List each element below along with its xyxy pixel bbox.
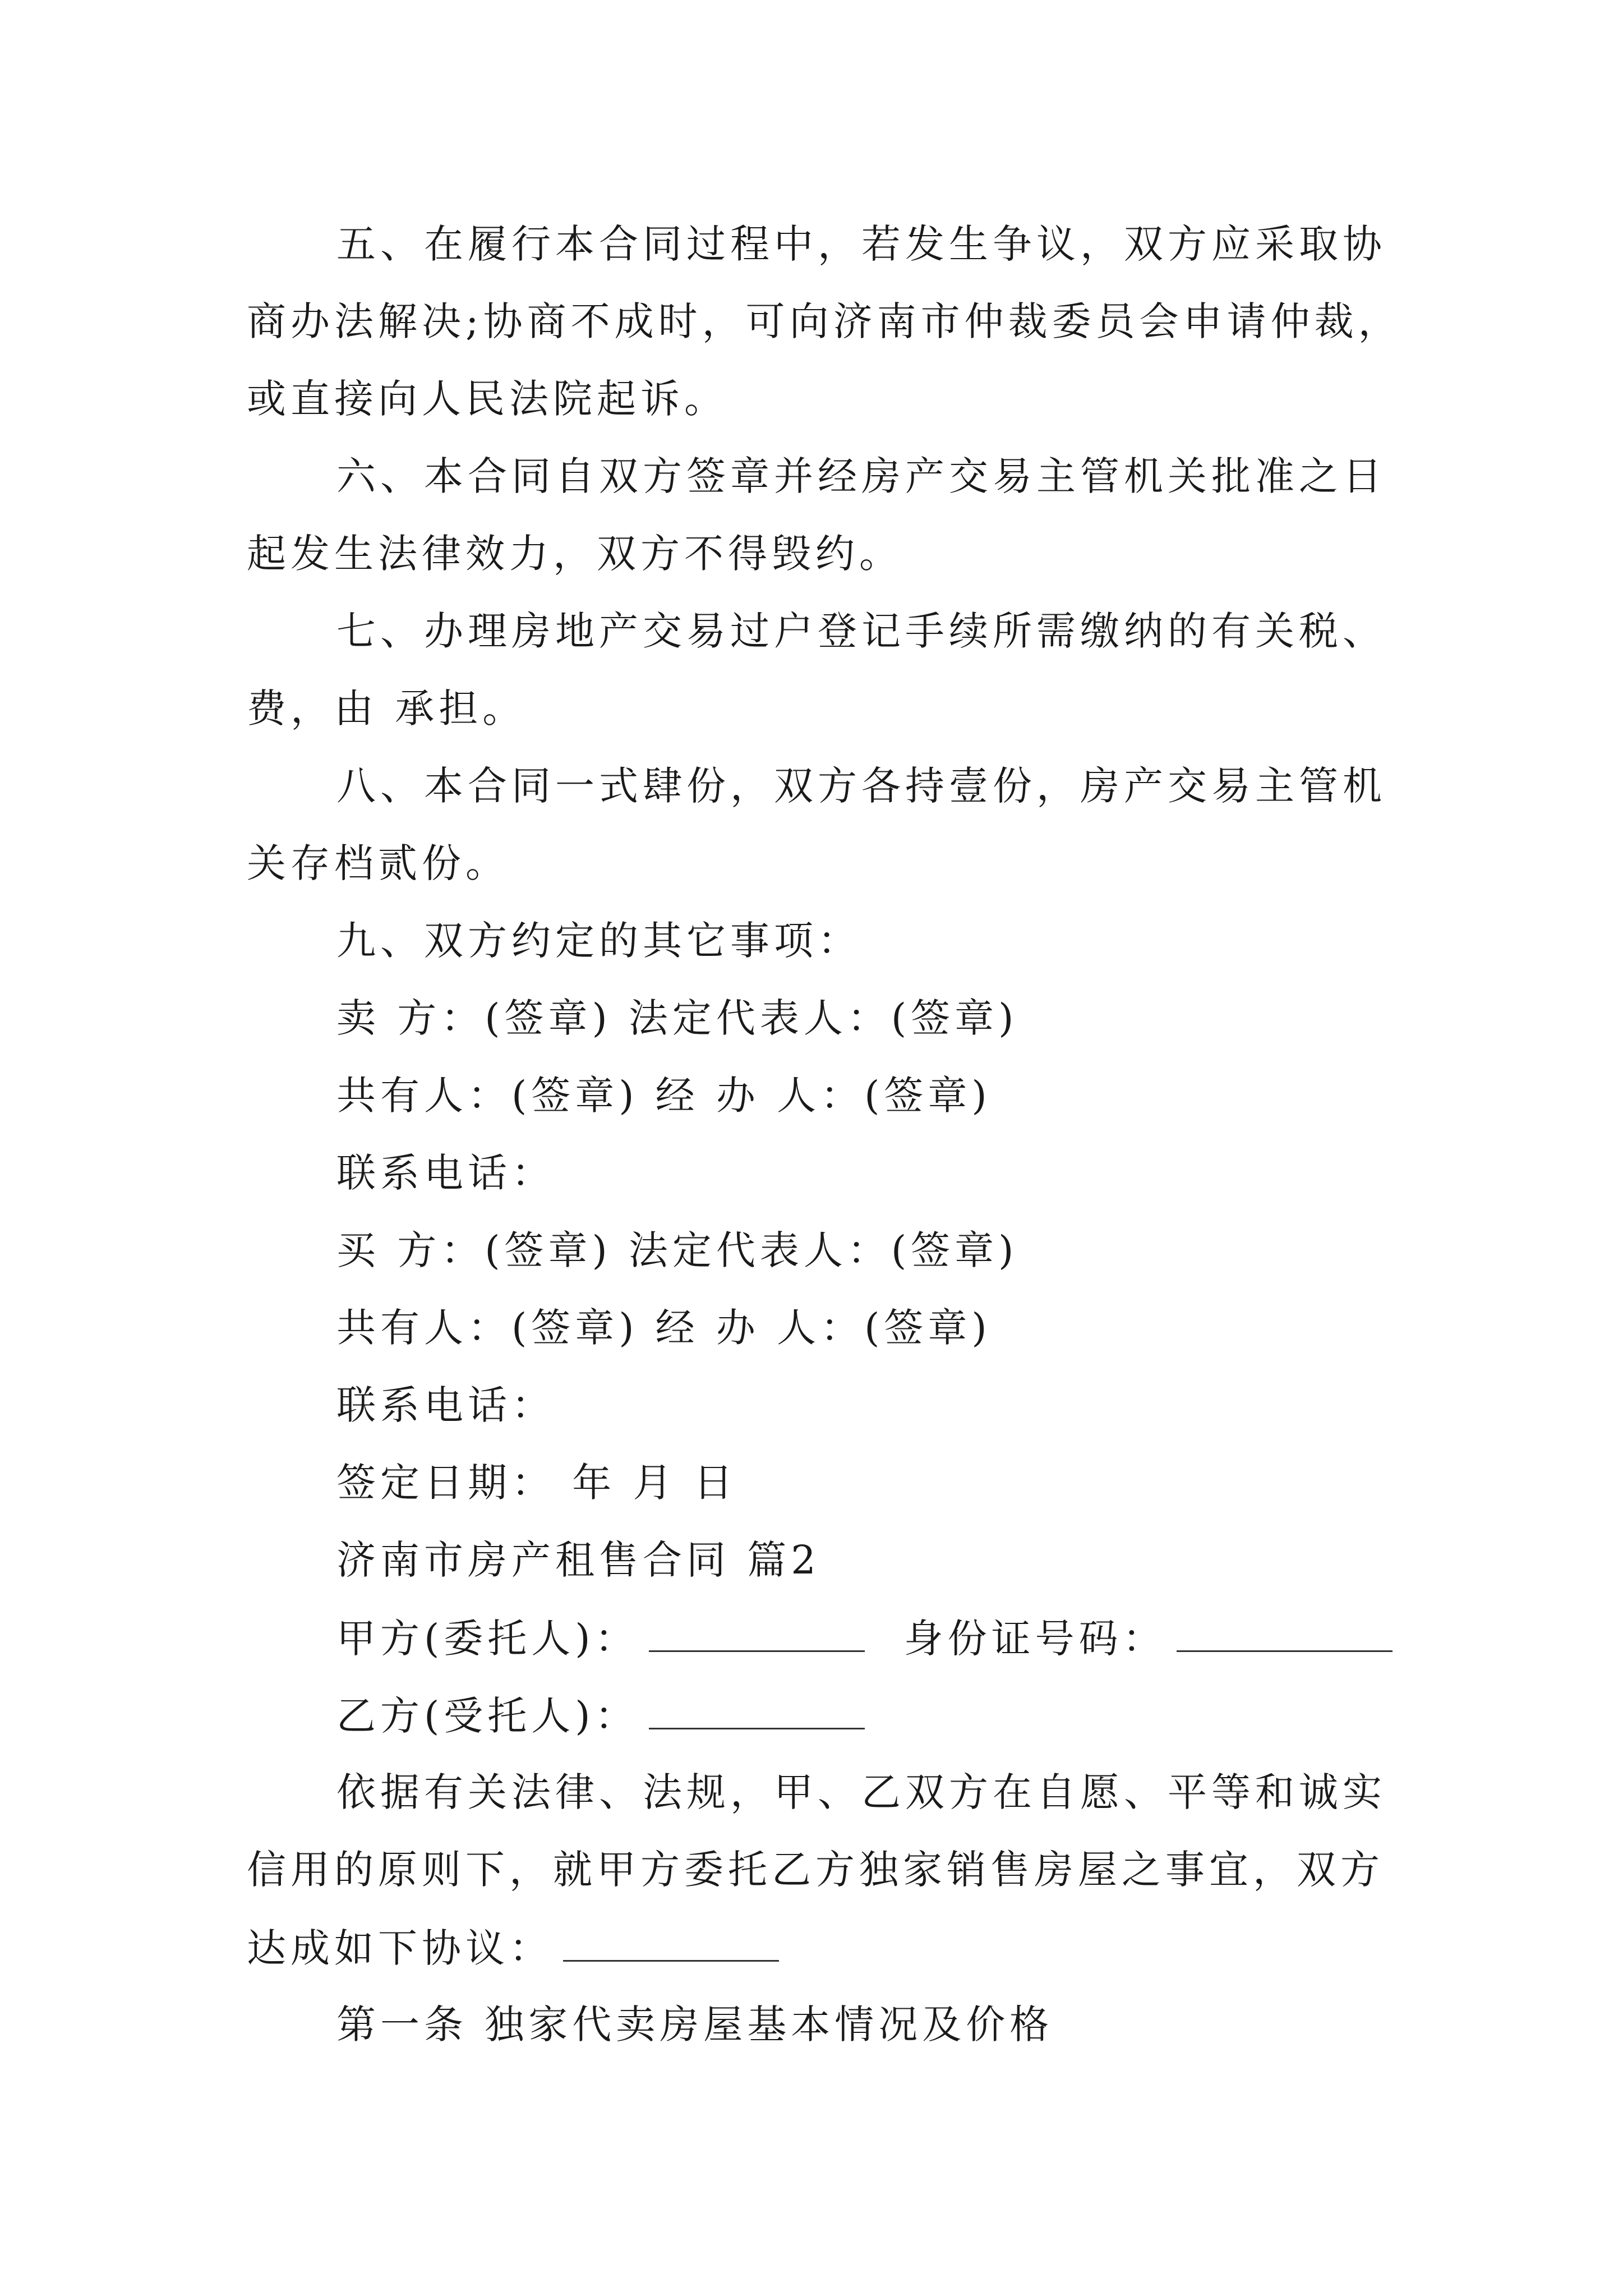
clause-7-line-1: 七、办理房地产交易过户登记手续所需缴纳的有关税、 (336, 608, 1386, 654)
buyer-coowner-line (336, 1305, 992, 1351)
party-a-label: 甲方(委托人)： (336, 1616, 639, 1662)
preamble-line-1: 依据有关法律、法规，甲、乙双方在自愿、平等和诚实 (336, 1769, 1386, 1815)
clause-6-line-2: 起发生法律效力，双方不得毁约。 (247, 531, 903, 577)
seller-coowner-line (336, 1073, 992, 1119)
party-a-blank[interactable] (649, 1618, 865, 1652)
id-number-label: 身份证号码： (903, 1616, 1166, 1662)
agreement-blank[interactable] (563, 1927, 779, 1962)
party-b-line (336, 1693, 865, 1739)
preamble-line-2: 信用的原则下，就甲方委托乙方独家销售房屋之事宜，双方 (247, 1847, 1384, 1893)
seller-phone-line: 联系电话： (336, 1150, 555, 1196)
buyer-phone-line: 联系电话： (336, 1382, 555, 1428)
clause-7-line-2: 费，由 承担。 (247, 685, 527, 731)
clause-5-line-1: 五、在履行本合同过程中，若发生争议，双方应采取协 (336, 221, 1386, 267)
seller-label: 卖 方：(签章) (336, 995, 612, 1041)
clause-5-line-3: 或直接向人民法院起诉。 (247, 376, 728, 422)
signing-date-line: 签定日期： 年 月 日 (336, 1460, 737, 1506)
preamble-line-3 (247, 1925, 779, 1971)
section-2-title: 济南市房产租售合同 篇2 (336, 1537, 820, 1583)
buyer-signature-line (336, 1227, 1018, 1273)
buyer-agent-label: 经 办 人：(签章) (655, 1305, 992, 1351)
party-b-label: 乙方(受托人)： (336, 1693, 639, 1739)
seller-coowner-label: 共有人：(签章) (336, 1073, 639, 1119)
seller-legal-rep: 法定代表人：(签章) (628, 995, 1018, 1041)
clause-8-line-1: 八、本合同一式肆份，双方各持壹份，房产交易主管机 (336, 763, 1386, 809)
seller-signature-line (336, 995, 1018, 1041)
clause-8-line-2: 关存档贰份。 (247, 840, 509, 886)
buyer-legal-rep: 法定代表人：(签章) (628, 1227, 1018, 1273)
party-b-blank[interactable] (649, 1695, 865, 1729)
id-number-blank[interactable] (1177, 1618, 1393, 1652)
article-1-heading: 第一条 独家代卖房屋基本情况及价格 (336, 2001, 1054, 2047)
buyer-label: 买 方：(签章) (336, 1227, 612, 1273)
clause-9-line: 九、双方约定的其它事项： (336, 918, 861, 964)
clause-6-line-1: 六、本合同自双方签章并经房产交易主管机关批准之日 (336, 453, 1386, 499)
preamble-line-3-text: 达成如下协议： (247, 1925, 553, 1971)
seller-agent-label: 经 办 人：(签章) (655, 1073, 992, 1119)
clause-5-line-2: 商办法解决;协商不成时，可向济南市仲裁委员会申请仲裁， (247, 298, 1402, 344)
buyer-coowner-label: 共有人：(签章) (336, 1305, 639, 1351)
party-a-line (336, 1616, 1393, 1662)
